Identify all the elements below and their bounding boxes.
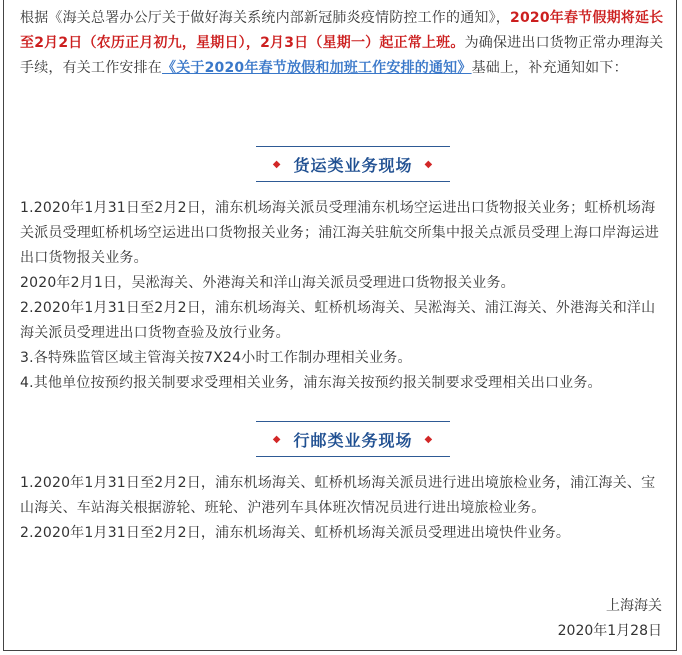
list-item: 2020年2月1日，吴淞海关、外港海关和洋山海关派员受理进口货物报关业务。 (20, 275, 515, 291)
signature-date: 2020年1月28日 (557, 623, 662, 639)
diamond-icon: ◆ (272, 433, 282, 445)
diamond-icon: ◆ (272, 158, 282, 170)
intro-text-3: 基础上，补充通知如下： (471, 60, 628, 76)
section-title-mail: 行邮类业务现场 (293, 430, 413, 450)
notice-link[interactable]: 《关于2020年春节放假和加班工作安排的通知》 (162, 60, 472, 76)
list-item: 3.各特殊监管区域主管海关按7X24小时工作制办理相关业务。 (20, 350, 412, 366)
section-heading-cargo (256, 146, 450, 182)
intro-highlight: 2020年春节假期将延长至2月2日（农历正月初九，星期日），2月3日（星期一）起正常上班。 (20, 10, 664, 51)
diamond-icon: ◆ (424, 158, 434, 170)
mail-section-body (20, 471, 668, 546)
list-item: 2.2020年1月31日至2月2日，浦东机场海关、虹桥机场海关、吴淞海关、浦江海关、外港海关和洋山海关派员受理进出口货物查验及放行业务。 (20, 300, 656, 341)
intro-text-1: 根据《海关总署办公厅关于做好海关系统内部新冠肺炎疫情防控工作的通知》， (20, 10, 510, 26)
section-title-cargo: 货运类业务现场 (293, 155, 413, 175)
intro-paragraph (20, 6, 668, 81)
diamond-icon: ◆ (424, 433, 434, 445)
cargo-section-body (20, 196, 668, 396)
list-item: 1.2020年1月31日至2月2日，浦东机场海关、虹桥机场海关派员进行进出境旅检业务，浦江海关、宝山海关、车站海关根据游轮、班轮、沪港列车具体班次情况员进行进出境旅检业务。 (20, 475, 656, 516)
list-item: 1.2020年1月31日至2月2日，浦东机场海关派员受理浦东机场空运进出口货物报关业务；虹桥机场海关派员受理虹桥机场空运进出口货物报关业务；浦江海关驻航交所集中报关点派员受理上海口岸海运进出口货物报关业务。 (20, 200, 659, 266)
signature-org: 上海海关 (606, 598, 662, 614)
intro-text-2: 为确保进出口货物正常办理海关手续，有关工作安排在 (20, 35, 664, 76)
list-item: 2.2020年1月31日至2月2日，浦东机场海关、虹桥机场海关派员受理进出境快件业务。 (20, 525, 571, 541)
list-item: 4.其他单位按预约报关制要求受理相关业务，浦东海关按预约报关制要求受理相关出口业务。 (20, 375, 602, 391)
section-heading-mail (256, 421, 450, 457)
